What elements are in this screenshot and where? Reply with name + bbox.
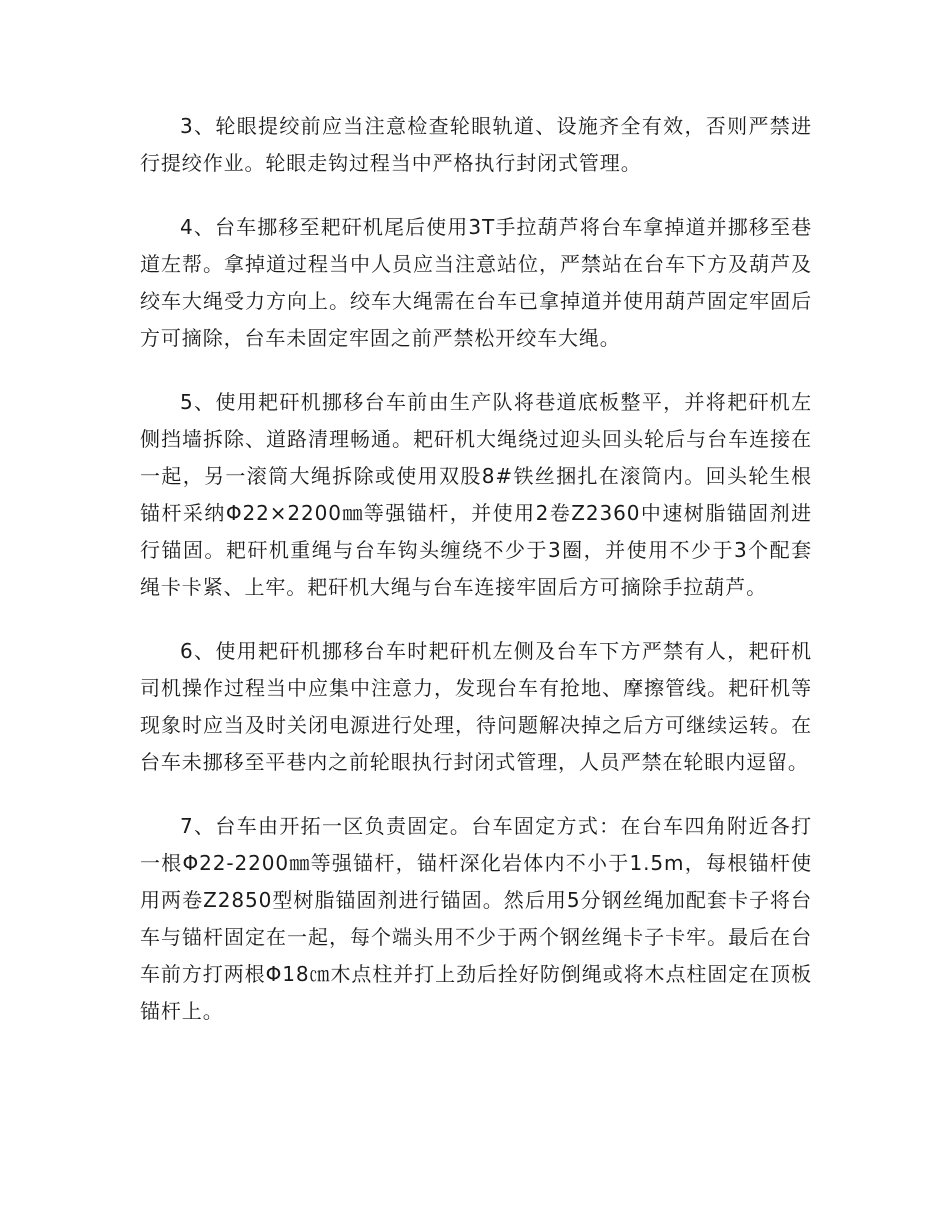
paragraph-3: 3、轮眼提绞前应当注意检查轮眼轨道、设施齐全有效，否则严禁进行提绞作业。轮眼走钩过程当中严格执行封闭式管理。	[140, 114, 812, 175]
paragraph-5: 5、使用耙矸机挪移台车前由生产队将巷道底板整平，并将耙矸机左侧挡墙拆除、道路清理畅通。耙矸机大绳绕过迎头回头轮后与台车连接在一起，另一滚筒大绳拆除或使用双股8#铁丝捆扎在滚筒内。回头轮生根锚杆采纳Φ22×2200㎜等强锚杆，并使用2卷Z2360中速树脂锚固剂进行锚固。耙矸机重绳与台车钩头缠绕不少于3圈，并使用不少于3个配套绳卡卡紧、上牢。耙矸机大绳与台车连接牢固后方可摘除手拉葫芦。	[140, 390, 812, 599]
paragraph-7: 7、台车由开拓一区负责固定。台车固定方式：在台车四角附近各打一根Φ22-2200㎜等强锚杆，锚杆深化岩体内不小于1.5m，每根锚杆使用两卷Z2850型树脂锚固剂进行锚固。然后用5分钢丝绳加配套卡子将台车与锚杆固定在一起，每个端头用不少于两个钢丝绳卡子卡牢。最后在台车前方打两根Φ18㎝木点柱并打上劲后拴好防倒绳或将木点柱固定在顶板锚杆上。	[140, 814, 812, 1023]
document-body	[140, 108, 812, 1057]
paragraph-6: 6、使用耙矸机挪移台车时耙矸机左侧及台车下方严禁有人，耙矸机司机操作过程当中应集中注意力，发现台车有抢地、摩擦管线。耙矸机等现象时应当及时关闭电源进行处理，待问题解决掉之后方可继续运转。在台车未挪移至平巷内之前轮眼执行封闭式管理，人员严禁在轮眼内逗留。	[140, 639, 812, 774]
paragraph-4: 4、台车挪移至耙矸机尾后使用3T手拉葫芦将台车拿掉道并挪移至巷道左帮。拿掉道过程当中人员应当注意站位，严禁站在台车下方及葫芦及绞车大绳受力方向上。绞车大绳需在台车已拿掉道并使用葫芦固定牢固后方可摘除，台车未固定牢固之前严禁松开绞车大绳。	[140, 215, 812, 350]
